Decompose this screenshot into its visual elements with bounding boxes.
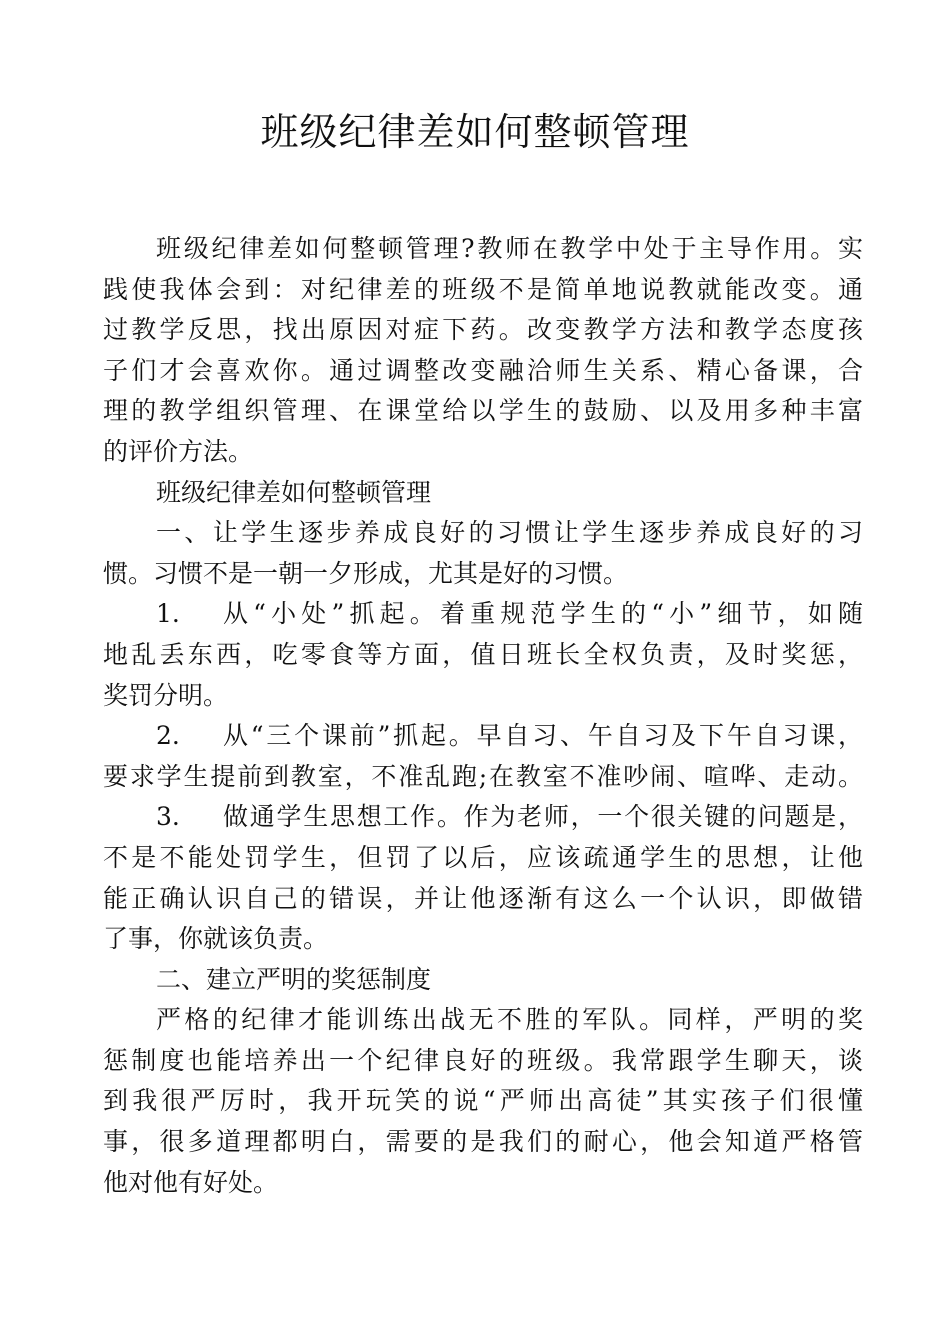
line-text: 能正确认识自己的错误，并让他逐渐有这么一个认识，即做错	[103, 883, 863, 913]
line-text: 惯。习惯不是一朝一夕形成，尤其是好的习惯。	[103, 558, 629, 588]
list-number: 1.	[156, 599, 180, 629]
line-text: 到我很严厉时，我开玩笑的说“严师出高徒”其实孩子们很懂	[103, 1086, 863, 1116]
text-line	[103, 716, 863, 757]
text-line	[103, 391, 863, 432]
text-line	[103, 473, 863, 514]
line-text: 子们才会喜欢你。通过调整改变融洽师生关系、精心备课，合	[103, 355, 863, 385]
line-text: 从“三个课前”抓起。早自习、午自习及下午自习课，	[223, 721, 863, 751]
text-line	[103, 879, 863, 920]
line-text: 要求学生提前到教室，不准乱跑;在教室不准吵闹、喧哗、走动。	[103, 761, 863, 791]
line-text: 惩制度也能培养出一个纪律良好的班级。我常跟学生聊天，谈	[103, 1045, 863, 1075]
text-line	[103, 310, 863, 351]
text-line	[103, 594, 863, 635]
line-text: 理的教学组织管理、在课堂给以学生的鼓励、以及用多种丰富	[103, 396, 863, 426]
line-text: 践使我体会到：对纪律差的班级不是简单地说教就能改变。通	[103, 274, 863, 304]
document-body	[103, 229, 863, 1203]
line-text: 从“小处”抓起。着重规范学生的“小”细节，如随	[223, 599, 863, 629]
text-line	[103, 757, 863, 798]
line-text: 事，很多道理都明白，需要的是我们的耐心，他会知道严格管	[103, 1127, 863, 1157]
text-line	[103, 635, 863, 676]
text-line	[103, 270, 863, 311]
line-text: 过教学反思，找出原因对症下药。改变教学方法和教学态度孩	[103, 315, 863, 345]
document-title: 班级纪律差如何整顿管理	[260, 110, 690, 154]
text-line	[103, 513, 863, 554]
line-text: 二、建立严明的奖惩制度	[156, 964, 432, 994]
text-line	[103, 919, 863, 960]
line-text: 严格的纪律才能训练出战无不胜的军队。同样，严明的奖	[156, 1005, 863, 1035]
text-line	[103, 1081, 863, 1122]
text-line	[103, 229, 863, 270]
text-line	[103, 797, 863, 838]
text-line	[103, 960, 863, 1001]
text-line	[103, 351, 863, 392]
line-text: 班级纪律差如何整顿管理?教师在教学中处于主导作用。实	[156, 234, 863, 263]
line-text: 不是不能处罚学生，但罚了以后，应该疏通学生的思想，让他	[103, 842, 863, 872]
list-number: 2.	[156, 721, 180, 751]
text-line	[103, 554, 863, 595]
line-text: 地乱丢东西，吃零食等方面，值日班长全权负责，及时奖惩，	[103, 639, 863, 669]
text-line	[103, 1163, 863, 1204]
text-line	[103, 838, 863, 879]
text-line	[103, 1000, 863, 1041]
line-text: 他对他有好处。	[103, 1167, 279, 1197]
line-text: 班级纪律差如何整顿管理	[156, 477, 432, 507]
line-text: 一、让学生逐步养成良好的习惯让学生逐步养成良好的习	[156, 518, 863, 548]
text-line	[103, 1122, 863, 1163]
line-text: 奖罚分明。	[103, 680, 229, 710]
text-line	[103, 432, 863, 473]
list-number: 3.	[156, 802, 180, 832]
text-line	[103, 676, 863, 717]
line-text: 做通学生思想工作。作为老师，一个很关键的问题是，	[223, 802, 863, 832]
line-text: 的评价方法。	[103, 436, 254, 466]
line-text: 了事，你就该负责。	[103, 924, 329, 954]
text-line	[103, 1041, 863, 1082]
